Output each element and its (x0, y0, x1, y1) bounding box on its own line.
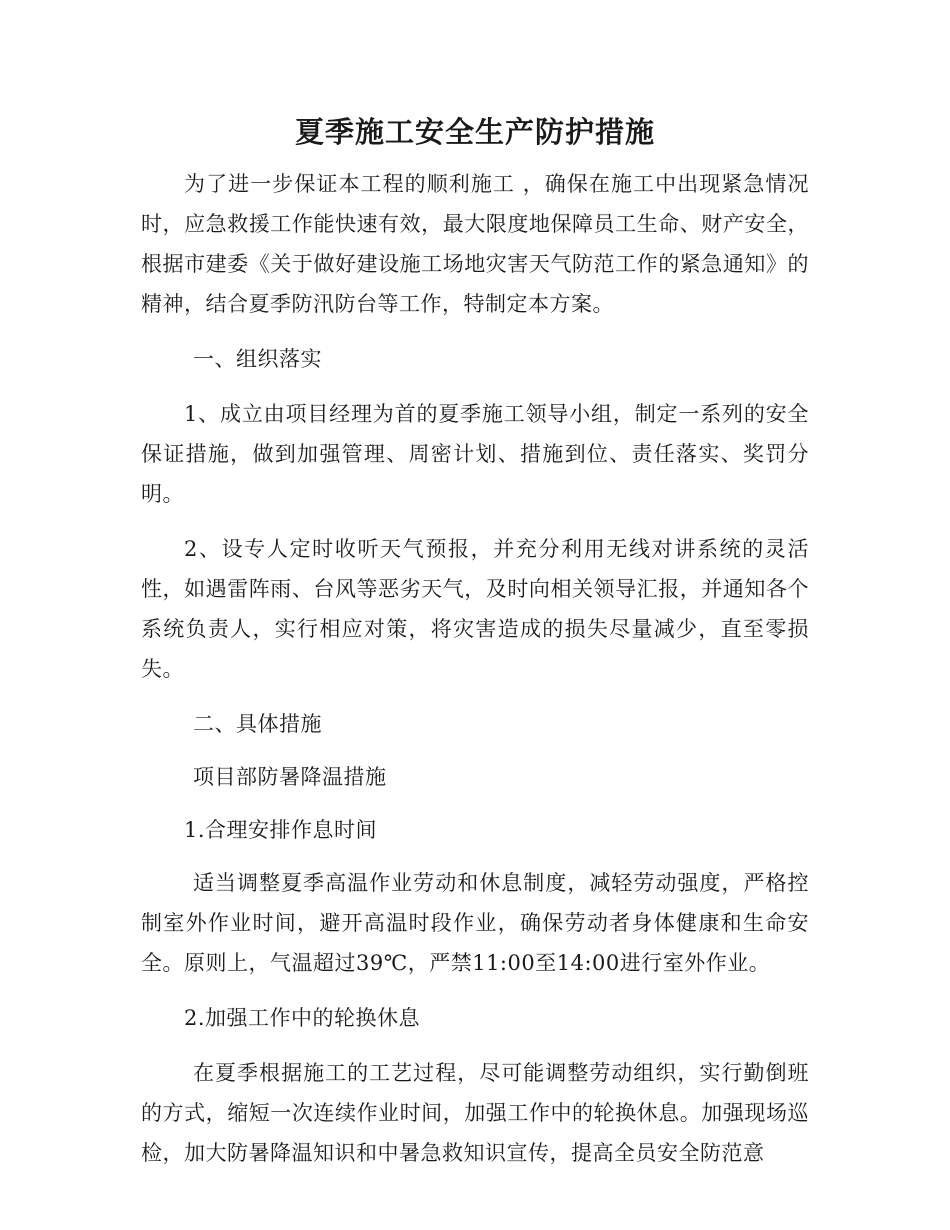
item2-heading: 2.加强工作中的轮换休息 (184, 1006, 421, 1030)
document-title: 夏季施工安全生产防护措施 (294, 115, 655, 149)
item1-body: 适当调整夏季高温作业劳动和休息制度，减轻劳动强度，严格控制室外作业时间，避开高温时段作业，确保劳动者身体健康和生命安全。原则上，气温超过39℃，严禁11:00至14:00进行室外作业。 (141, 871, 809, 975)
section1-item2: 2、设专人定时收听天气预报，并充分利用无线对讲系统的灵活性，如遇雷阵雨、台风等恶劣天气，及时向相关领导汇报，并通知各个系统负责人，实行相应对策，将灾害造成的损失尽量减少，直至零损失。 (141, 537, 809, 681)
section2-heading: 二、具体措施 (193, 712, 322, 736)
item2-body: 在夏季根据施工的工艺过程，尽可能调整劳动组织，实行勤倒班的方式，缩短一次连续作业时间，加强工作中的轮换休息。加强现场巡检，加大防暑降温知识和中暑急救知识宣传，提高全员安全防范意 (141, 1061, 809, 1165)
intro-paragraph: 为了进一步保证本工程的顺利施工 ，确保在施工中出现紧急情况时，应急救援工作能快速有效，最大限度地保障员工生命、财产安全，根据市建委《关于做好建设施工场地灾害天气防范工作的紧急通知》的精神，结合夏季防汛防台等工作，特制定本方案。 (141, 172, 809, 316)
subsection-heading: 项目部防暑降温措施 (193, 765, 387, 789)
section1-item1: 1、成立由项目经理为首的夏季施工领导小组，制定一系列的安全保证措施，做到加强管理、周密计划、措施到位、责任落实、奖罚分明。 (141, 402, 809, 506)
section1-heading: 一、组织落实 (193, 347, 322, 371)
document-page (141, 108, 809, 1173)
item1-heading: 1.合理安排作息时间 (184, 818, 378, 842)
